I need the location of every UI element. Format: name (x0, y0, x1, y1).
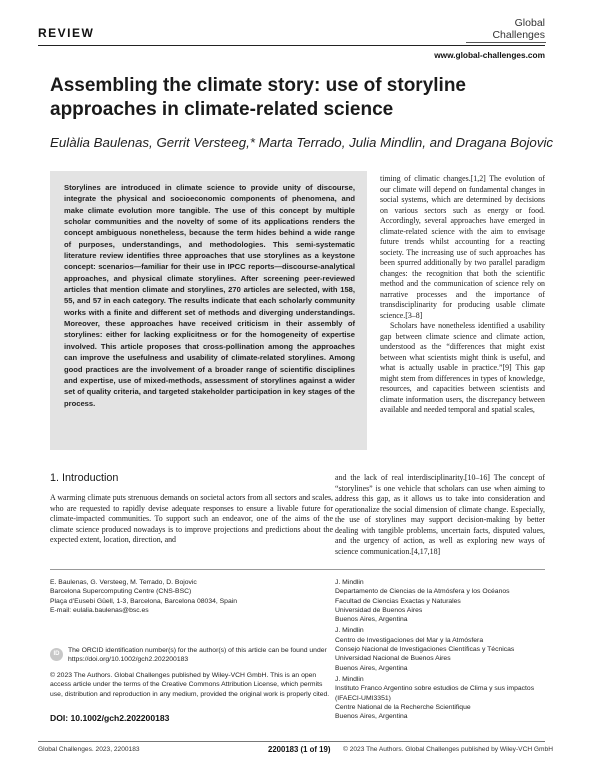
abstract-text: Storylines are introduced in climate science to provide unity of discourse, integrate the physical and socioeconomic components of phenomena, and make climate evolution more tangible. The use of this concept by multiple scholar communities and the novelty of some of its applications renders the concept ambiguous nonetheless, because the term hides behind a wide range of purposes, understandings, and methodologies. This semi-systematic literature review identifies three approaches that use storylines as a keystone concept: scenarios—familiar for their use in IPCC reports—discourse-analytical approaches, and physical climate storylines. After screening peer-reviewed articles that mention climate and storylines, 270 articles are selected, with 158, 55, and 57 in each category. The results indicate that each scholarly community works with a finite and different set of methods and diverging understandings. Moreover, these approaches have received criticism in their assembly of storylines: either for lacking explicitness or for the homogeneity of expertise involved. This article proposes that cross-pollination among the approaches can improve the usefulness and usability of climate-related storylines. Among good practices are the involvement of a broader range of scientific disciplines and expertise, use of mixed-methods, assessment of storylines against a wider set of quality criteria, and targeted stakeholder participation in key stages of the process. (64, 183, 355, 408)
email-link[interactable]: E-mail: eulalia.baulenas@bsc.es (50, 606, 149, 614)
section-heading: 1. Introduction (50, 472, 119, 484)
paragraph-continuation (335, 473, 545, 557)
affiliation-left (50, 578, 237, 615)
footnote-divider (50, 569, 545, 570)
affiliation-line: Instituto Franco Argentino sobre estudios de Clima y sus impactos (335, 685, 535, 693)
affiliation-line: Buenos Aires, Argentina (335, 713, 408, 721)
affiliation-line: Universidad Nacional de Buenos Aires (335, 655, 451, 663)
header-divider (38, 45, 545, 46)
journal-logo-underline (466, 42, 546, 43)
affiliation-line: Facultad de Ciencias Exactas y Naturales (335, 597, 461, 605)
affiliation-line: Centro de Investigaciones del Mar y la Atmósfera (335, 636, 484, 644)
right-column (380, 174, 545, 416)
page-number: 2200183 (1 of 19) (268, 745, 331, 754)
doi-link[interactable]: DOI: 10.1002/gch2.202200183 (50, 713, 170, 723)
author-list: Eulàlia Baulenas, Gerrit Versteeg,* Marta Terrado, Julia Mindlin, and Dragana Bojovic (50, 135, 554, 150)
affiliation-line: J. Mindlin (335, 579, 364, 586)
section-label: REVIEW (38, 26, 95, 40)
affiliation-line: Buenos Aires, Argentina (335, 664, 408, 672)
journal-logo-line2: Challenges (492, 29, 545, 41)
abstract-box (50, 171, 367, 450)
affiliation-line: J. Mindlin (335, 675, 364, 683)
orcid-icon[interactable]: ID (50, 648, 63, 661)
paragraph: A warming climate puts strenuous demands on societal actors from all sectors and scales, who are requested to rapidly devise adequate responses to ensure a livable future for climate-impacted communities. To support such an endeavor, one of the aims of the climate science produced nowadays is to improve projections and predictions about the expected extent, location, direction, and (50, 493, 333, 544)
left-column (50, 493, 333, 546)
journal-website-link[interactable]: www.global-challenges.com (434, 50, 545, 60)
affiliation-line: Universidad de Buenos Aires (335, 606, 423, 614)
paragraph: Scholars have nonetheless identified a usability gap between climate science and climate action, understood as the “differences that might exist between what scientists might think is useful, and what is actually usable in practice.”[9] This gap might stem from differences in types of knowledge, resources, and capacities between scientists and climate information users, the discrepancy between available and needed temporal and spatial scales, (380, 321, 545, 414)
paragraph: and the lack of real interdisciplinarity.[10–16] The concept of “storylines” is one vehicle that scholars can use when aiming to address this gap, as it allows us to take into consideration and operationalize the social dimension of climate change. Especially, the use of storylines may support decision-making by better dealing with tangible problems, uncertain facts, disputed values, and the urgency of action, as well as exploring new ways of science communication.[4,17,18] (335, 473, 545, 556)
journal-logo-line1: Global (514, 17, 545, 29)
article-title: Assembling the climate story: use of storyline approaches in climate-related science (50, 75, 466, 120)
affiliation-line: Barcelona Supercomputing Centre (CNS-BSC) (50, 588, 192, 596)
affiliation-line: E. Baulenas, G. Versteeg, M. Terrado, D. Bojovic (50, 579, 197, 586)
affiliation-right (335, 578, 534, 721)
license-text: © 2023 The Authors. Global Challenges published by Wiley-VCH GmbH. This is an open access article under the terms of the Creative Commons Attribution License, which permits use, distribution and reproduction in any medium, provided the original work is properly cited. (50, 672, 330, 698)
footer-copyright: © 2023 The Authors. Global Challenges published by Wiley-VCH GmbH (343, 746, 553, 753)
footer-citation: Global Challenges. 2023, 2200183 (38, 746, 140, 753)
orcid-note: The ORCID identification number(s) for the author(s) of this article can be found under https://doi.org/10.1002/gch2.202200183 (68, 647, 327, 664)
affiliation-line: Plaça d’Eusebi Güell, 1-3, Barcelona, Barcelona 08034, Spain (50, 597, 238, 605)
affiliation-line: Departamento de Ciencias de la Atmósfera y los Océanos (335, 588, 510, 596)
affiliation-line: (IFAECI-UMI3351) (335, 694, 391, 702)
affiliation-line: J. Mindlin (335, 627, 364, 635)
affiliation-line: Centre National de la Recherche Scientifique (335, 703, 471, 711)
affiliation-line: Consejo Nacional de Investigaciones Científicas y Técnicas (335, 646, 515, 654)
affiliation-line: Buenos Aires, Argentina (335, 616, 408, 624)
footer-divider (38, 741, 545, 742)
paragraph: timing of climatic changes.[1,2] The evolution of our climate will depend on fundamental changes in social systems, which are determined by decisions on various sectors such as energy or food. Accordingly, several approaches have emerged in climate-related science with the aim to envisage future trends whilst accounting for a reacting society. The increasing use of such approaches has been spurred additionally by two parallel paradigm changes: the recognition that both the scientific method and the communication of science rely on narrative processes and the importance of transdisciplinarity for producing usable climate science.[3–8] (380, 174, 545, 320)
